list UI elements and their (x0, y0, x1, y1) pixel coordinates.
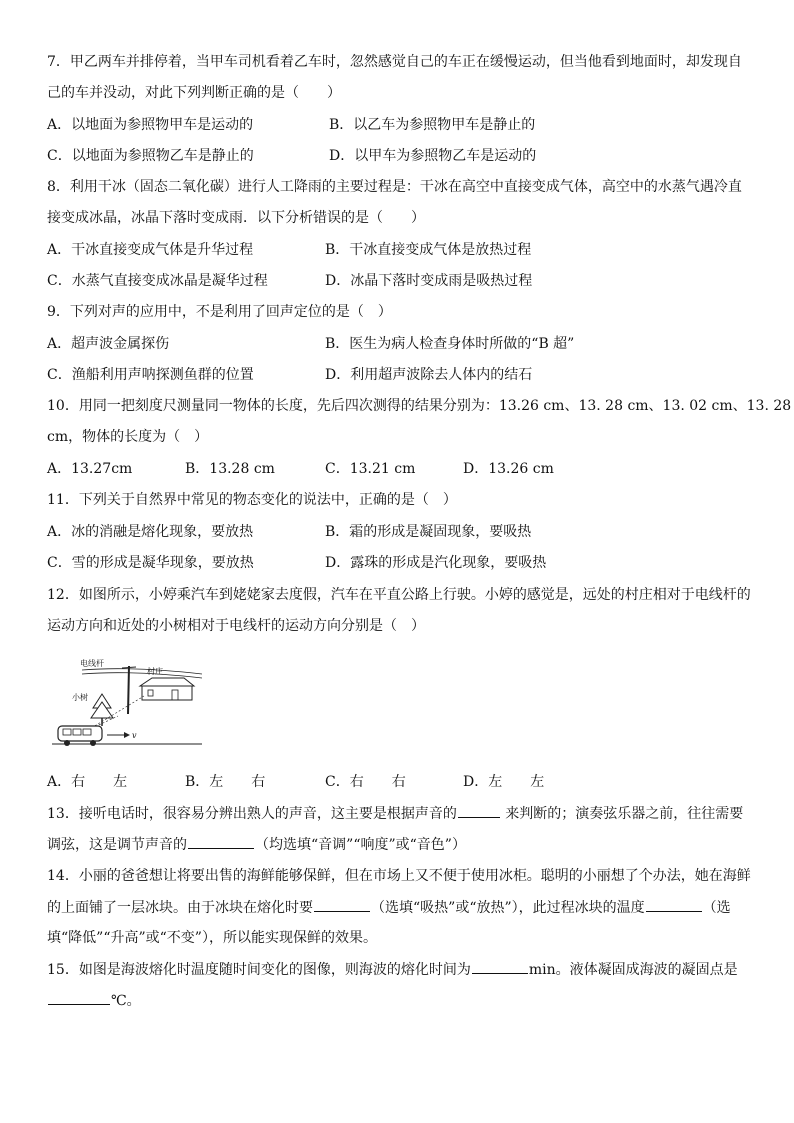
q13-blank-2[interactable] (188, 834, 254, 849)
q15-blank-1[interactable] (472, 959, 528, 974)
q11-option-b: B．霜的形成是凝固现象，要吸热 (325, 524, 532, 540)
q7-option-c: C．以地面为参照物乙车是静止的 (47, 148, 254, 164)
q14-text-1: 的上面铺了一层冰块。由于冰块在熔化时要 (47, 900, 313, 916)
car-icon (58, 726, 102, 746)
q12-option-b: B．左 右 (185, 774, 266, 790)
q12-option-d: D．左 左 (463, 774, 545, 790)
q7-option-a: A．以地面为参照物甲车是运动的 (47, 117, 254, 133)
velocity-label: v (132, 731, 137, 740)
q14-text-2: （选填“吸热”或“放热”），此过程冰块的温度 (371, 900, 645, 916)
q9-option-c: C．渔船利用声呐探测鱼群的位置 (47, 367, 254, 383)
q13-text-2: 来判断的；演奏弦乐器之前，往往需要 (505, 806, 744, 822)
q8-option-b: B．干冰直接变成气体是放热过程 (325, 242, 532, 258)
village-house-icon (140, 678, 194, 700)
q14-stem-line3: 填“降低”“升高”或“不变”），所以能实现保鲜的效果。 (47, 930, 377, 946)
q9-stem-line1: 9．下列对声的应用中，不是利用了回声定位的是（ ） (47, 304, 392, 320)
q9-option-a: A．超声波金属探伤 (47, 336, 170, 352)
q9-option-b: B．医生为病人检查身体时所做的“B 超” (325, 336, 575, 352)
q11-option-a: A．冰的消融是熔化现象，要放热 (47, 524, 254, 540)
q10-option-a: A．13.27cm (47, 461, 133, 477)
q10-option-c: C．13.21 cm (325, 461, 416, 477)
q14-stem-line1: 14．小丽的爸爸想让将要出售的海鲜能够保鲜，但在市场上又不便于使用冰柜。聪明的小丽想了个办法，她在海鲜 (47, 868, 751, 884)
q8-option-c: C．水蒸气直接变成冰晶是凝华过程 (47, 273, 268, 289)
q15-stem-line1 (47, 959, 738, 980)
q15-stem-line2 (47, 990, 141, 1011)
q10-option-d: D．13.26 cm (463, 461, 554, 477)
q15-text-3: ℃。 (111, 993, 141, 1009)
q10-stem-line2: cm，物体的长度为（ ） (47, 429, 209, 445)
q8-option-d: D．冰晶下落时变成雨是吸热过程 (325, 273, 533, 289)
q13-text-3: 调弦，这是调节声音的 (47, 837, 187, 853)
q13-blank-1[interactable] (458, 803, 500, 818)
q8-stem-line2: 接变成冰晶，冰晶下落时变成雨．以下分析错误的是（ ） (47, 210, 425, 226)
q10-option-b: B．13.28 cm (185, 461, 275, 477)
q9-option-d: D．利用超声波除去人体内的结石 (325, 367, 533, 383)
q15-blank-2[interactable] (48, 990, 110, 1005)
q7-option-b: B．以乙车为参照物甲车是静止的 (329, 117, 536, 133)
tree-label: 小树 (72, 693, 88, 702)
q11-option-c: C．雪的形成是凝华现象，要放热 (47, 555, 254, 571)
pole-label: 电线杆 (80, 659, 104, 668)
q12-stem-line1: 12．如图所示，小婷乘汽车到姥姥家去度假，汽车在平直公路上行驶。小婷的感觉是，远处的村庄相对于电线杆的 (47, 587, 751, 603)
q8-option-a: A．干冰直接变成气体是升华过程 (47, 242, 254, 258)
q8-stem-line1: 8．利用干冰（固态二氧化碳）进行人工降雨的主要过程是：干冰在高空中直接变成气体，高空中的水蒸气遇冷直 (47, 179, 742, 195)
q11-stem-line1: 11．下列关于自然界中常见的物态变化的说法中，正确的是（ ） (47, 492, 457, 508)
q13-stem-line2 (47, 834, 466, 855)
q12-option-a: A．右 左 (47, 774, 128, 790)
q7-option-d: D．以甲车为参照物乙车是运动的 (329, 148, 537, 164)
q14-text-3: （选 (702, 900, 731, 916)
q13-text-1: 13．接听电话时，很容易分辨出熟人的声音，这主要是根据声音的 (47, 806, 457, 822)
q10-stem-line1: 10．用同一把刻度尺测量同一物体的长度，先后四次测得的结果分别为：13.26 cm、13. 28 cm、13. 02 cm、13. 28 (47, 398, 792, 414)
q13-text-4: （均选填“音调”“响度”或“音色”） (255, 837, 466, 853)
q12-figure (52, 656, 202, 750)
q11-option-d: D．露珠的形成是汽化现象，要吸热 (325, 555, 547, 571)
q14-blank-2[interactable] (646, 897, 702, 912)
q15-text-1: 15．如图是海波熔化时温度随时间变化的图像，则海波的熔化时间为 (47, 962, 471, 978)
q7-stem-line1: 7．甲乙两车并排停着，当甲车司机看着乙车时，忽然感觉自己的车正在缓慢运动，但当他看到地面时，却发现自 (47, 54, 742, 70)
q12-stem-line2: 运动方向和近处的小树相对于电线杆的运动方向分别是（ ） (47, 618, 425, 634)
q14-blank-1[interactable] (314, 897, 370, 912)
velocity-arrow-icon (107, 732, 130, 738)
village-label: 村庄 (147, 667, 163, 676)
q15-text-2: min。液体凝固成海波的凝固点是 (528, 962, 738, 978)
q12-option-c: C．右 右 (325, 774, 406, 790)
q14-stem-line2 (47, 897, 731, 918)
q13-stem-line1 (47, 803, 743, 824)
power-line-2 (82, 673, 202, 678)
q7-stem-line2: 己的车并没动，对此下列判断正确的是（ ） (47, 85, 341, 101)
